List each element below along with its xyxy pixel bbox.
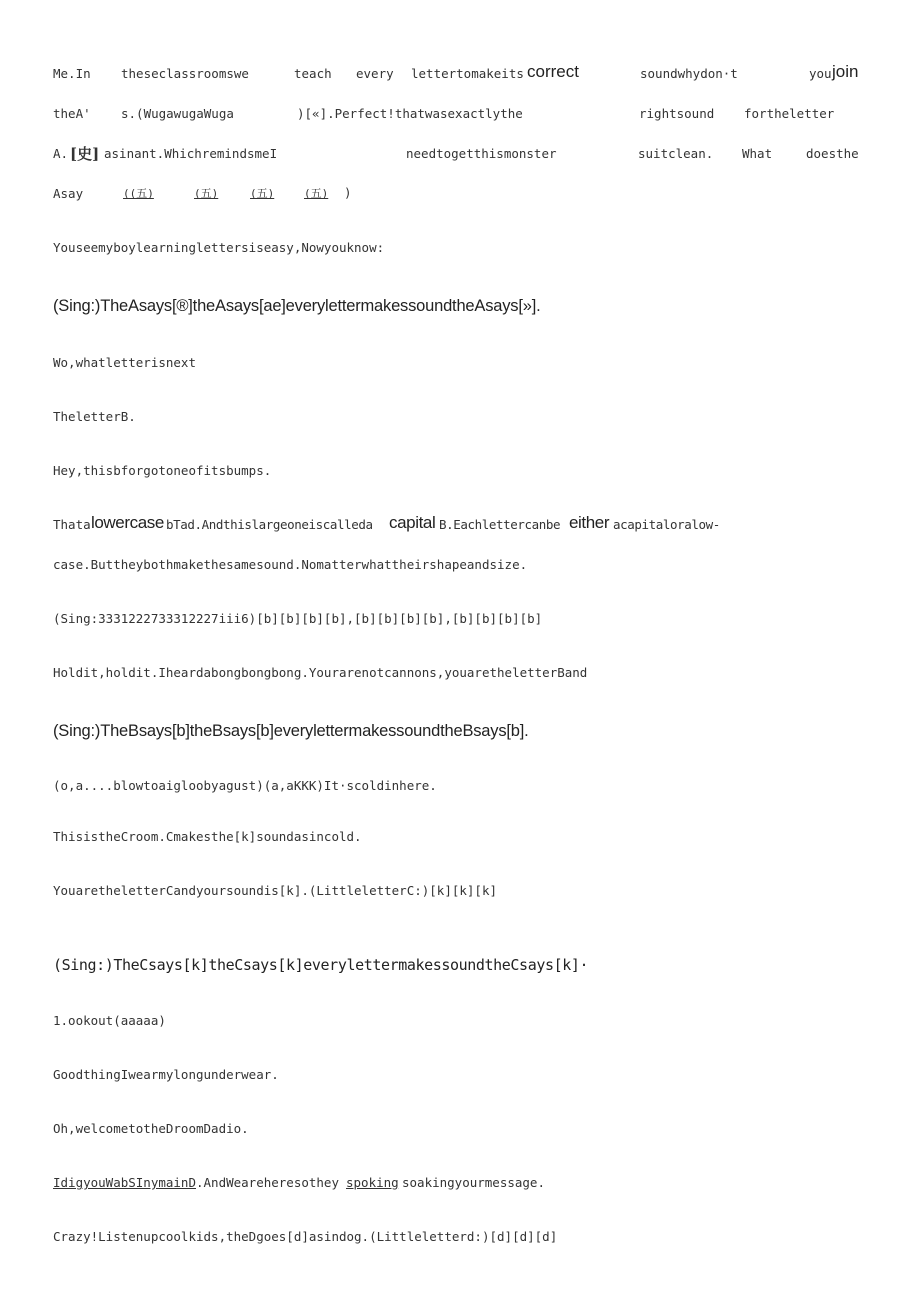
text-fragment: s.(WugawugaWuga bbox=[121, 106, 234, 121]
paragraph-line-13: (o,a....blowtoaigloobyagust)(a,aKKK)It·scoldinhere. bbox=[53, 778, 437, 793]
text-fragment: acapitaloralow- bbox=[613, 517, 720, 532]
text-fragment: .AndWeareheresothey bbox=[196, 1175, 339, 1190]
song-line-b: (Sing:)TheBsays[b]theBsays[b]everylettermakessoundtheBsays[b]. bbox=[53, 722, 529, 740]
text-fragment: theA' bbox=[53, 106, 91, 121]
text-fragment: B.Eachlettercanbe bbox=[439, 517, 561, 532]
text-fragment: (五) bbox=[194, 187, 219, 200]
paragraph-line-16: 1.ookout(aaaaa) bbox=[53, 1013, 166, 1028]
text-fragment: soakingyourmessage. bbox=[402, 1175, 545, 1190]
song-line-c: (Sing:)TheCsays[k]theCsays[k]everylettermakessoundtheCsays[k]· bbox=[53, 956, 589, 974]
text-fragment: teach bbox=[294, 66, 332, 81]
emphasis-word: capital bbox=[389, 513, 436, 532]
underlined-text: IdigyouWabSInymainD bbox=[53, 1175, 196, 1190]
text-fragment: lettertomakeits bbox=[411, 66, 524, 81]
text-fragment: A. bbox=[53, 146, 69, 161]
paragraph-line-11: (Sing:3331222733312227iii6)[b][b][b][b],[b][b][b][b],[b][b][b][b] bbox=[53, 611, 543, 626]
paragraph-line-12: Holdit,holdit.Iheardabongbongbong.Yourarenotcannons,youaretheletterBand bbox=[53, 665, 588, 680]
text-fragment: you bbox=[809, 66, 832, 81]
text-fragment: Me.In bbox=[53, 66, 91, 81]
text-fragment: What bbox=[742, 146, 773, 161]
text-fragment: soundwhydon·t bbox=[640, 66, 738, 81]
text-fragment: suitclean. bbox=[638, 146, 714, 161]
paragraph-line-14: ThisistheCroom.Cmakesthe[k]soundasincold. bbox=[53, 829, 362, 844]
text-fragment: asinant.WhichremindsmeI bbox=[104, 146, 278, 161]
emphasis-word: either bbox=[569, 513, 610, 532]
paragraph-line-8: Hey,thisbforgotoneofitsbumps. bbox=[53, 463, 272, 478]
emphasis-word: join bbox=[832, 62, 859, 81]
text-fragment: theseclassroomswe bbox=[121, 66, 249, 81]
underlined-text: spoking bbox=[346, 1175, 399, 1190]
song-line-a: (Sing:)TheAsays[®]theAsays[ae]everylettermakessoundtheAsays[»]. bbox=[53, 297, 541, 315]
emphasis-word: correct bbox=[527, 62, 579, 81]
text-fragment: )[«].Perfect!thatwasexactlythe bbox=[297, 106, 523, 121]
text-fragment: fortheletter bbox=[744, 106, 835, 121]
text-fragment: [史] bbox=[70, 145, 100, 163]
paragraph-line-5: Youseemyboylearninglettersiseasy,Nowyouknow: bbox=[53, 240, 385, 255]
text-fragment: ) bbox=[344, 185, 352, 200]
paragraph-line-10: case.Buttheybothmakethesamesound.Nomatterwhattheirshapeandsize. bbox=[53, 557, 528, 572]
text-fragment: ((五) bbox=[123, 187, 154, 200]
text-fragment: needtogetthismonster bbox=[406, 146, 557, 161]
text-fragment: doesthe bbox=[806, 146, 859, 161]
text-fragment: Thata bbox=[53, 517, 91, 532]
paragraph-line-6: Wo,whatletterisnext bbox=[53, 355, 196, 370]
paragraph-line-17: GoodthingIwearmylongunderwear. bbox=[53, 1067, 279, 1082]
paragraph-line-18: Oh,welcometotheDroomDadio. bbox=[53, 1121, 249, 1136]
paragraph-line-15: YouaretheletterCandyoursoundis[k].(LittleletterC:)[k][k][k] bbox=[53, 883, 498, 898]
text-fragment: bTad.Andthislargeoneiscalleda bbox=[166, 517, 373, 532]
emphasis-word: lowercase bbox=[91, 513, 164, 532]
text-fragment: rightsound bbox=[639, 106, 715, 121]
text-fragment: every bbox=[356, 66, 394, 81]
text-fragment: (五) bbox=[304, 187, 329, 200]
text-fragment: Asay bbox=[53, 186, 84, 201]
paragraph-line-7: TheletterB. bbox=[53, 409, 136, 424]
text-fragment: (五) bbox=[250, 187, 275, 200]
paragraph-line-20: Crazy!Listenupcoolkids,theDgoes[d]asindog.(Littleletterd:)[d][d][d] bbox=[53, 1229, 558, 1244]
